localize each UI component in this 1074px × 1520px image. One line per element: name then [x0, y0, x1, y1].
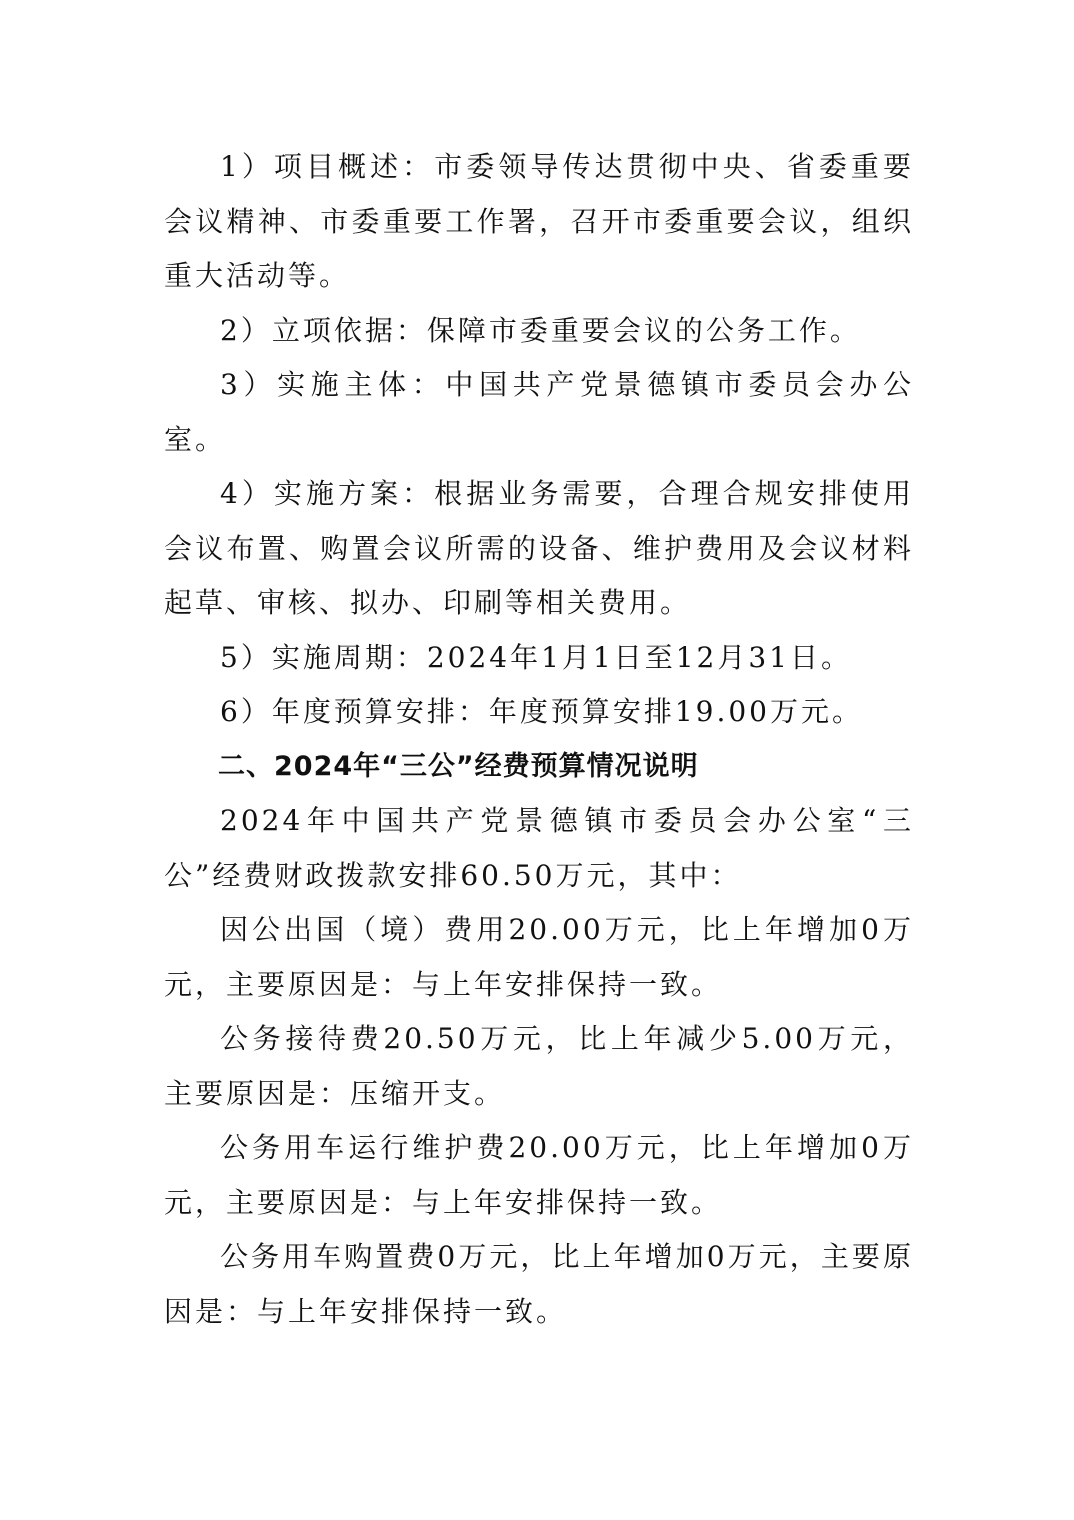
official-reception-paragraph: 公务接待费20.50万元，比上年减少5.00万元，主要原因是：压缩开支。 — [164, 1022, 914, 1110]
vehicle-maintenance-paragraph: 公务用车运行维护费20.00万元，比上年增加0万元，主要原因是：与上年安排保持一致。 — [164, 1131, 914, 1219]
implementation-plan-paragraph: 4）实施方案：根据业务需要，合理合规安排使用会议布置、购置会议所需的设备、维护费用及会议材料起草、审核、拟办、印刷等相关费用。 — [164, 477, 914, 619]
section-heading: 二、2024年“三公”经费预算情况说明 — [218, 750, 699, 782]
document-body — [164, 140, 914, 1339]
overseas-travel-paragraph: 因公出国（境）费用20.00万元，比上年增加0万元，主要原因是：与上年安排保持一致。 — [164, 913, 914, 1001]
implementing-body-paragraph: 3）实施主体：中国共产党景德镇市委员会办公室。 — [164, 368, 914, 456]
annual-budget-paragraph: 6）年度预算安排：年度预算安排19.00万元。 — [220, 695, 863, 728]
vehicle-purchase-paragraph: 公务用车购置费0万元，比上年增加0万元，主要原因是：与上年安排保持一致。 — [164, 1240, 914, 1328]
three-public-funds-summary-paragraph: 2024年中国共产党景德镇市委员会办公室“三公”经费财政拨款安排60.50万元，其中： — [164, 804, 914, 892]
project-overview-paragraph: 1）项目概述：市委领导传达贯彻中央、省委重要会议精神、市委重要工作署，召开市委重要会议，组织重大活动等。 — [164, 150, 914, 292]
project-basis-paragraph: 2）立项依据：保障市委重要会议的公务工作。 — [220, 313, 861, 347]
implementation-period-paragraph: 5）实施周期：2024年1月1日至12月31日。 — [220, 640, 852, 674]
